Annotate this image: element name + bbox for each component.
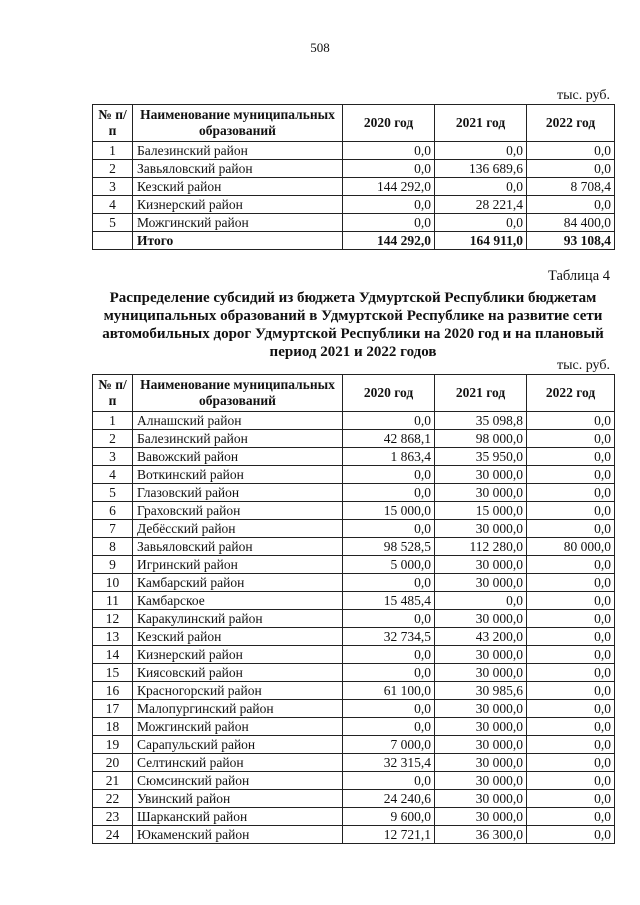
municipality-name: Можгинский район	[133, 214, 343, 232]
municipality-name: Кизнерский район	[133, 646, 343, 664]
value-2021: 30 000,0	[435, 790, 527, 808]
value-2022: 0,0	[527, 646, 615, 664]
table-row	[93, 664, 615, 682]
municipality-name: Граховский район	[133, 502, 343, 520]
table-row	[93, 682, 615, 700]
municipality-name: Сарапульский район	[133, 736, 343, 754]
value-2021: 28 221,4	[435, 196, 527, 214]
municipality-name: Увинский район	[133, 790, 343, 808]
municipality-name: Дебёсский район	[133, 520, 343, 538]
table-row	[93, 538, 615, 556]
value-2020: 0,0	[343, 718, 435, 736]
row-number: 12	[93, 610, 133, 628]
value-2022: 0,0	[527, 700, 615, 718]
table-row	[93, 160, 615, 178]
total-2022: 93 108,4	[527, 232, 615, 250]
value-2021: 0,0	[435, 214, 527, 232]
value-2022: 0,0	[527, 772, 615, 790]
value-2020: 32 315,4	[343, 754, 435, 772]
value-2022: 0,0	[527, 556, 615, 574]
total-2021: 164 911,0	[435, 232, 527, 250]
table-row	[93, 574, 615, 592]
value-2020: 0,0	[343, 772, 435, 790]
value-2021: 112 280,0	[435, 538, 527, 556]
value-2022: 0,0	[527, 520, 615, 538]
municipality-name: Сюмсинский район	[133, 772, 343, 790]
value-2022: 0,0	[527, 160, 615, 178]
table-row	[93, 718, 615, 736]
row-number: 2	[93, 160, 133, 178]
value-2020: 32 734,5	[343, 628, 435, 646]
value-2021: 30 000,0	[435, 610, 527, 628]
header-num: № п/п	[93, 105, 133, 142]
municipality-name: Камбарское	[133, 592, 343, 610]
value-2021: 98 000,0	[435, 430, 527, 448]
value-2022: 0,0	[527, 196, 615, 214]
municipality-name: Киясовский район	[133, 664, 343, 682]
table-row	[93, 790, 615, 808]
row-number: 24	[93, 826, 133, 844]
row-number: 11	[93, 592, 133, 610]
table-row	[93, 736, 615, 754]
row-number: 4	[93, 196, 133, 214]
value-2022: 0,0	[527, 826, 615, 844]
municipality-name: Камбарский район	[133, 574, 343, 592]
value-2020: 5 000,0	[343, 556, 435, 574]
row-number: 2	[93, 430, 133, 448]
row-number: 4	[93, 466, 133, 484]
value-2020: 7 000,0	[343, 736, 435, 754]
value-2021: 30 000,0	[435, 574, 527, 592]
value-2022: 0,0	[527, 610, 615, 628]
municipality-name: Селтинский район	[133, 754, 343, 772]
value-2021: 30 000,0	[435, 556, 527, 574]
value-2021: 30 000,0	[435, 466, 527, 484]
value-2022: 0,0	[527, 592, 615, 610]
row-number: 1	[93, 142, 133, 160]
table-row	[93, 214, 615, 232]
row-number: 9	[93, 556, 133, 574]
value-2021: 0,0	[435, 592, 527, 610]
value-2021: 30 000,0	[435, 754, 527, 772]
table-4-header-row	[93, 375, 615, 412]
table-row	[93, 196, 615, 214]
value-2020: 42 868,1	[343, 430, 435, 448]
table-row	[93, 178, 615, 196]
value-2020: 0,0	[343, 664, 435, 682]
table-a-header-row	[93, 105, 615, 142]
value-2021: 30 000,0	[435, 520, 527, 538]
value-2022: 0,0	[527, 484, 615, 502]
unit-label-table-a: тыс. руб.	[557, 88, 610, 103]
table-row	[93, 592, 615, 610]
row-number: 5	[93, 484, 133, 502]
value-2022: 0,0	[527, 754, 615, 772]
row-number: 21	[93, 772, 133, 790]
value-2021: 36 300,0	[435, 826, 527, 844]
table-row	[93, 826, 615, 844]
row-number: 20	[93, 754, 133, 772]
row-number: 17	[93, 700, 133, 718]
municipality-name: Балезинский район	[133, 430, 343, 448]
value-2021: 30 000,0	[435, 718, 527, 736]
value-2020: 0,0	[343, 142, 435, 160]
municipality-name: Завьяловский район	[133, 538, 343, 556]
value-2022: 80 000,0	[527, 538, 615, 556]
value-2022: 0,0	[527, 142, 615, 160]
municipality-name: Малопургинский район	[133, 700, 343, 718]
value-2020: 0,0	[343, 484, 435, 502]
total-2020: 144 292,0	[343, 232, 435, 250]
value-2020: 0,0	[343, 520, 435, 538]
table-row	[93, 430, 615, 448]
table-row	[93, 556, 615, 574]
header-2020: 2020 год	[343, 105, 435, 142]
value-2022: 0,0	[527, 412, 615, 430]
table-row	[93, 754, 615, 772]
value-2022: 0,0	[527, 736, 615, 754]
municipality-name: Кезский район	[133, 178, 343, 196]
value-2021: 35 950,0	[435, 448, 527, 466]
header-2021: 2021 год	[435, 375, 527, 412]
value-2022: 0,0	[527, 790, 615, 808]
table-row	[93, 772, 615, 790]
row-number: 18	[93, 718, 133, 736]
table-row	[93, 610, 615, 628]
municipality-name: Алнашский район	[133, 412, 343, 430]
value-2021: 136 689,6	[435, 160, 527, 178]
value-2020: 61 100,0	[343, 682, 435, 700]
value-2021: 15 000,0	[435, 502, 527, 520]
value-2022: 0,0	[527, 466, 615, 484]
municipality-name: Юкаменский район	[133, 826, 343, 844]
value-2021: 30 000,0	[435, 808, 527, 826]
header-2020: 2020 год	[343, 375, 435, 412]
row-number: 1	[93, 412, 133, 430]
municipality-name: Можгинский район	[133, 718, 343, 736]
row-number: 23	[93, 808, 133, 826]
value-2022: 84 400,0	[527, 214, 615, 232]
value-2021: 0,0	[435, 142, 527, 160]
value-2020: 0,0	[343, 610, 435, 628]
value-2022: 8 708,4	[527, 178, 615, 196]
value-2022: 0,0	[527, 682, 615, 700]
municipality-name: Игринский район	[133, 556, 343, 574]
row-number: 22	[93, 790, 133, 808]
value-2021: 30 000,0	[435, 736, 527, 754]
header-name: Наименование муниципальных образований	[133, 105, 343, 142]
value-2020: 12 721,1	[343, 826, 435, 844]
value-2020: 98 528,5	[343, 538, 435, 556]
row-number: 3	[93, 178, 133, 196]
row-number: 13	[93, 628, 133, 646]
value-2021: 30 000,0	[435, 772, 527, 790]
total-label: Итого	[133, 232, 343, 250]
value-2022: 0,0	[527, 808, 615, 826]
header-2022: 2022 год	[527, 105, 615, 142]
row-number: 14	[93, 646, 133, 664]
municipality-name: Красногорский район	[133, 682, 343, 700]
header-2021: 2021 год	[435, 105, 527, 142]
value-2020: 1 863,4	[343, 448, 435, 466]
table-a-total-row	[93, 232, 615, 250]
header-name: Наименование муниципальных образований	[133, 375, 343, 412]
value-2020: 0,0	[343, 214, 435, 232]
total-num	[93, 232, 133, 250]
table4-title: Распределение субсидий из бюджета Удмуртской Республики бюджетам муниципальных образований в Удмуртской Республике на развитие сети автомобильных дорог Удмуртской Республики на 2020 год и на плановый период 2021 и 2022 годов	[102, 290, 604, 360]
value-2020: 0,0	[343, 196, 435, 214]
value-2021: 30 985,6	[435, 682, 527, 700]
header-num: № п/п	[93, 375, 133, 412]
value-2021: 35 098,8	[435, 412, 527, 430]
value-2021: 30 000,0	[435, 664, 527, 682]
table-row	[93, 466, 615, 484]
value-2021: 30 000,0	[435, 700, 527, 718]
value-2020: 0,0	[343, 160, 435, 178]
row-number: 16	[93, 682, 133, 700]
table-row	[93, 412, 615, 430]
municipality-name: Шарканский район	[133, 808, 343, 826]
table-row	[93, 628, 615, 646]
municipality-name: Воткинский район	[133, 466, 343, 484]
table-row	[93, 448, 615, 466]
value-2021: 30 000,0	[435, 484, 527, 502]
municipality-name: Вавожский район	[133, 448, 343, 466]
value-2020: 24 240,6	[343, 790, 435, 808]
table-row	[93, 484, 615, 502]
value-2022: 0,0	[527, 664, 615, 682]
value-2020: 15 485,4	[343, 592, 435, 610]
row-number: 19	[93, 736, 133, 754]
value-2022: 0,0	[527, 502, 615, 520]
value-2020: 9 600,0	[343, 808, 435, 826]
row-number: 3	[93, 448, 133, 466]
row-number: 15	[93, 664, 133, 682]
value-2021: 43 200,0	[435, 628, 527, 646]
table-a	[92, 104, 615, 250]
unit-label-table4: тыс. руб.	[557, 358, 610, 373]
value-2020: 144 292,0	[343, 178, 435, 196]
header-2022: 2022 год	[527, 375, 615, 412]
municipality-name: Каракулинский район	[133, 610, 343, 628]
row-number: 5	[93, 214, 133, 232]
table-row	[93, 502, 615, 520]
municipality-name: Кезский район	[133, 628, 343, 646]
value-2020: 0,0	[343, 574, 435, 592]
value-2020: 0,0	[343, 466, 435, 484]
municipality-name: Глазовский район	[133, 484, 343, 502]
table4-label: Таблица 4	[547, 268, 610, 284]
row-number: 10	[93, 574, 133, 592]
table-row	[93, 520, 615, 538]
value-2020: 0,0	[343, 646, 435, 664]
value-2020: 0,0	[343, 700, 435, 718]
row-number: 7	[93, 520, 133, 538]
table-row	[93, 808, 615, 826]
row-number: 8	[93, 538, 133, 556]
page-number: 508	[310, 40, 330, 55]
value-2022: 0,0	[527, 448, 615, 466]
municipality-name: Балезинский район	[133, 142, 343, 160]
municipality-name: Кизнерский район	[133, 196, 343, 214]
table-row	[93, 700, 615, 718]
value-2022: 0,0	[527, 430, 615, 448]
table-row	[93, 142, 615, 160]
value-2022: 0,0	[527, 718, 615, 736]
value-2020: 15 000,0	[343, 502, 435, 520]
value-2021: 0,0	[435, 178, 527, 196]
table-4	[92, 374, 615, 844]
value-2022: 0,0	[527, 574, 615, 592]
value-2022: 0,0	[527, 628, 615, 646]
value-2020: 0,0	[343, 412, 435, 430]
table-row	[93, 646, 615, 664]
row-number: 6	[93, 502, 133, 520]
value-2021: 30 000,0	[435, 646, 527, 664]
municipality-name: Завьяловский район	[133, 160, 343, 178]
